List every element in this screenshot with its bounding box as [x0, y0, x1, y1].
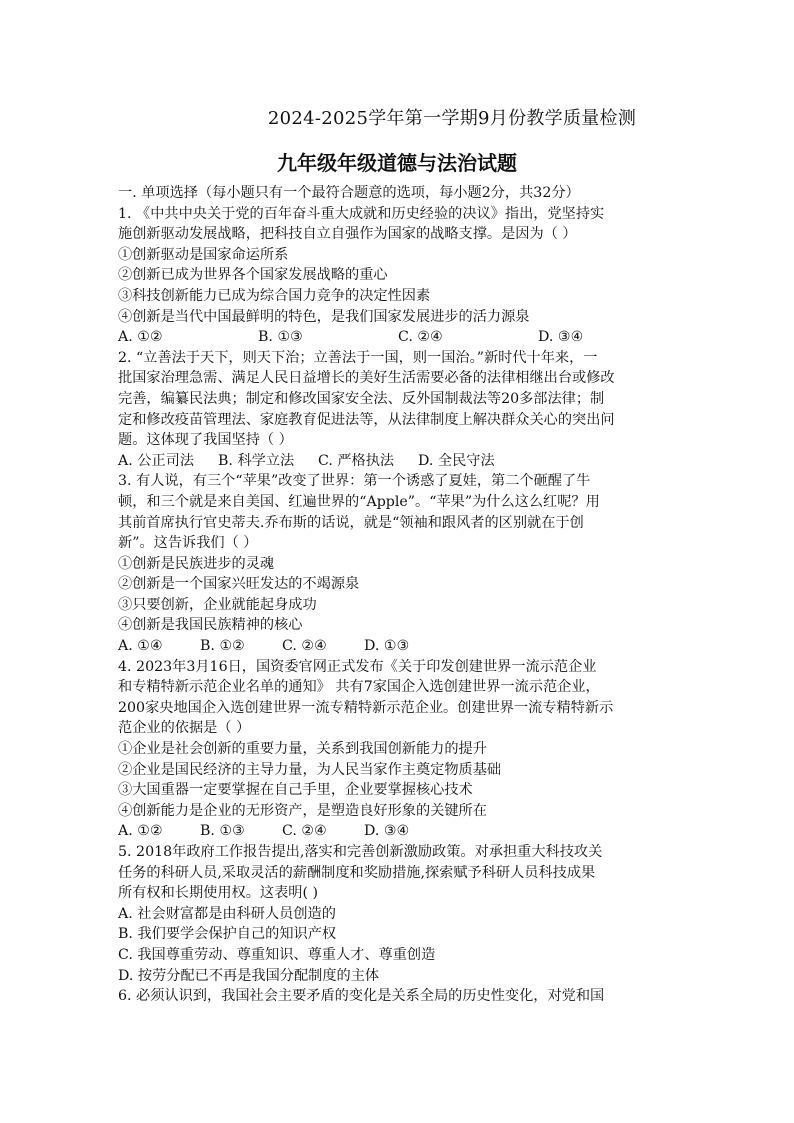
question-2	[118, 348, 688, 472]
option-a: A. 公正司法	[118, 452, 195, 469]
option-c: C. 严格执法	[318, 452, 395, 469]
answer-options	[118, 821, 688, 842]
question-4	[118, 657, 688, 842]
option-c: C. ②④	[398, 329, 443, 346]
option-c: C. 我国尊重劳动、尊重知识、尊重人才、尊重创造	[118, 946, 436, 963]
statement-item: ④创新能力是企业的无形资产，是塑造良好形象的关键所在	[118, 802, 487, 819]
option-b: B. ①②	[200, 638, 245, 655]
statement-item: ④创新是我国民族精神的核心	[118, 617, 303, 634]
question-5	[118, 842, 688, 986]
option-c: C. ②④	[282, 638, 327, 655]
option-b: B. 我们要学会保护自己的知识产权	[118, 926, 337, 943]
question-stem-line: 批国家治理急需、满足人民日益增长的美好生活需要必备的法律相继出台或修改	[118, 370, 615, 387]
question-stem-line: 1. 《中共中央关于党的百年奋斗重大成就和历史经验的决议》指出，党坚持实	[118, 205, 605, 222]
question-stem-line: 5. 2018年政府工作报告提出,落实和完善创新激励政策。对承担重大科技攻关	[118, 844, 603, 860]
question-stem-line: 200家央地国企入选创建世界一流专精特新示范企业。创建世界一流专精特新示	[118, 699, 614, 716]
statement-item: ③大国重器一定要掌握在自己手里，企业要掌握核心技术	[118, 782, 473, 799]
option-a: A. 社会财富都是由科研人员创造的	[118, 905, 336, 922]
option-b: B. 科学立法	[218, 452, 295, 469]
question-stem-line: 任务的科研人员,采取灵活的薪酬制度和奖励措施,探索赋予科研人员科技成果	[118, 864, 596, 881]
option-a: A. ①④	[118, 638, 163, 655]
question-stem-line: 顿，和三个就是来自美国、红遍世界的“Apple”。“苹果”为什么这么红呢？用	[118, 493, 600, 510]
answer-options	[118, 636, 688, 657]
question-stem-line: 2. “立善法于天下，则天下治；立善法于一国，则一国治。”新时代十年来，一	[118, 349, 598, 366]
question-stem-line: 范企业的依据是（ ）	[118, 720, 251, 737]
option-d: D. ③④	[364, 823, 410, 840]
option-a: A. ①②	[118, 823, 163, 840]
question-3	[118, 471, 688, 656]
option-d: D. ③④	[538, 329, 584, 346]
exam-header: 2024-2025学年第一学期9月份教学质量检测	[267, 108, 637, 129]
question-6	[118, 986, 688, 1007]
question-stem-line: 新”。这告诉我们（ ）	[118, 535, 258, 552]
option-b: B. ①③	[200, 823, 245, 840]
statement-item: ③科技创新能力已成为综合国力竞争的决定性因素	[118, 287, 431, 304]
statement-item: ②企业是国民经济的主导力量，为人民当家作主奠定物质基础	[118, 761, 502, 778]
question-stem-line: 施创新驱动发展战略，把科技自立自强作为国家的战略支撑。是因为（ ）	[118, 226, 577, 243]
question-1	[118, 204, 688, 348]
question-stem-line: 6. 必须认识到，我国社会主要矛盾的变化是关系全局的历史性变化，对党和国	[118, 988, 605, 1005]
statement-item: ④创新是当代中国最鲜明的特色，是我们国家发展进步的活力源泉	[118, 308, 530, 325]
statement-item: ②创新已成为世界各个国家发展战略的重心	[118, 267, 388, 284]
answer-options	[118, 327, 688, 348]
answer-options	[118, 451, 688, 472]
question-stem-line: 题。这体现了我国坚持（ ）	[118, 432, 293, 449]
exam-content	[118, 183, 688, 1007]
question-stem-line: 所有权和长期使用权。这表明( )	[118, 885, 319, 902]
option-d: D. 全民守法	[418, 452, 495, 469]
exam-title: 九年级年级道德与法治试题	[277, 151, 517, 175]
statement-item: ③只要创新，企业就能起身成功	[118, 596, 317, 613]
question-stem-line: 其前首席执行官史蒂夫.乔布斯的话说，就是“领袖和跟风者的区别就在于创	[118, 514, 584, 531]
option-b: B. ①③	[258, 329, 303, 346]
section-heading: 一. 单项选择（每小题只有一个最符合题意的选项，每小题2分，共32分）	[118, 185, 580, 201]
statement-item: ①创新是民族进步的灵魂	[118, 555, 275, 572]
question-stem-line: 完善，编纂民法典；制定和修改国家安全法、反外国制裁法等20多部法律；制	[118, 390, 605, 407]
statement-item: ①创新驱动是国家命运所系	[118, 246, 289, 263]
question-stem-line: 3. 有人说，有三个“苹果”改变了世界：第一个诱惑了夏娃，第二个砸醒了牛	[118, 473, 591, 490]
statement-item: ①企业是社会创新的重要力量，关系到我国创新能力的提升	[118, 741, 487, 758]
option-d: D. 按劳分配已不再是我国分配制度的主体	[118, 967, 380, 984]
statement-item: ②创新是一个国家兴旺发达的不竭源泉	[118, 576, 360, 593]
question-stem-line: 和专精特新示范企业名单的通知》 共有7家国企入选创建世界一流示范企业，	[118, 679, 600, 696]
question-stem-line: 4. 2023年3月16日，国资委官网正式发布《关于印发创建世界一流示范企业	[118, 658, 597, 675]
option-d: D. ①③	[364, 638, 410, 655]
option-c: C. ②④	[282, 823, 327, 840]
question-stem-line: 定和修改疫苗管理法、家庭教育促进法等，从法律制度上解决群众关心的突出问	[118, 411, 615, 428]
option-a: A. ①②	[118, 329, 163, 346]
